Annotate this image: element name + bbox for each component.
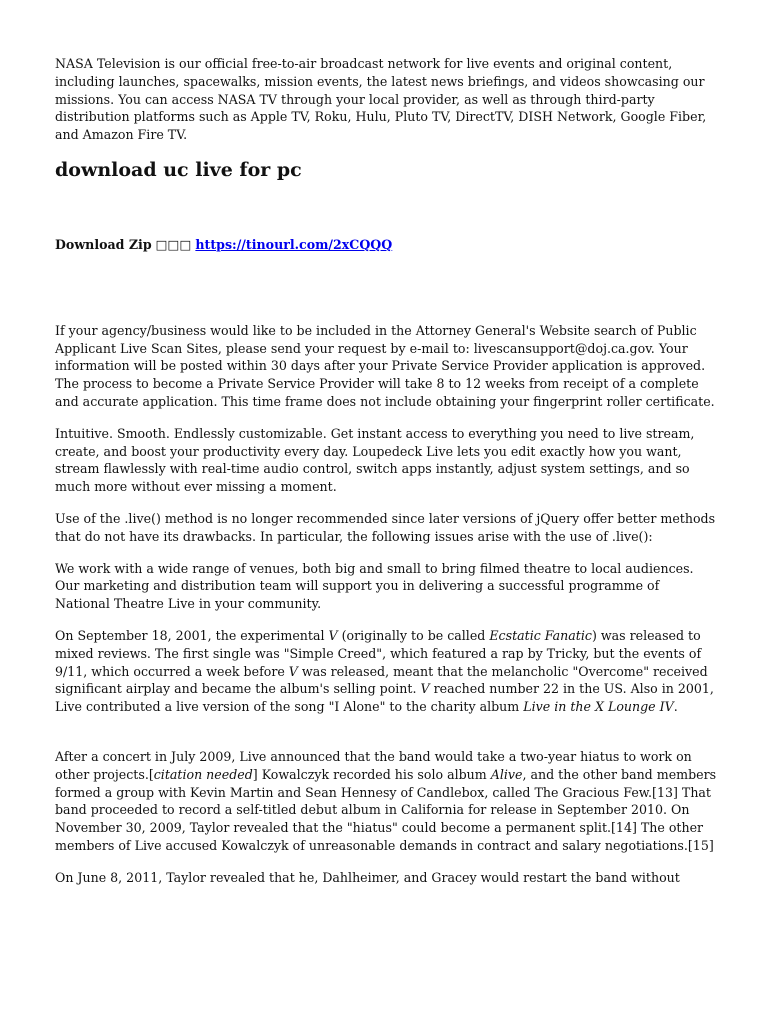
document-page: [55, 55, 717, 901]
text-span: was released, meant that the melancholic "Overcome" received significant airplay and became the album's selling point.: [55, 663, 708, 697]
paragraph-theatre-live: We work with a wide range of venues, both big and small to bring filmed theatre to local audiences. Our marketing and distribution team will support you in delivering a successful programme of National Theatre Live in your community.: [55, 560, 694, 612]
text-span: ] Kowalczyk recorded his solo album: [252, 766, 491, 782]
download-label: Download Zip: [55, 236, 152, 252]
paragraph-live-scan: If your agency/business would like to be included in the Attorney General's Website search of Public Applicant Live Scan Sites, please send your request by e-mail to: livescansupport@doj.ca.gov. Your information will be posted within 30 days after your Private Service Provider application is approved. The process to become a Private Service Provider will take 8 to 12 weeks from receipt of a complete and accurate application. This time frame does not include obtaining your fingerprint roller certificate.: [55, 322, 715, 409]
paragraph-loupedeck: Intuitive. Smooth. Endlessly customizable. Get instant access to everything you need to live stream, create, and boost your productivity every day. Loupedeck Live lets you edit exactly how you want, stream flawlessly with real-time audio control, switch apps instantly, adjust system settings, and so much more without ever missing a moment.: [55, 425, 695, 495]
italic-span: V: [288, 663, 298, 679]
page-title: download uc live for pc: [55, 158, 302, 181]
intro-paragraph: NASA Television is our official free-to-air broadcast network for live events and original content, including launches, spacewalks, mission events, the latest news briefings, and videos showcasing our missions. You can access NASA TV through your local provider, as well as through third-party distribution platforms such as Apple TV, Roku, Hulu, Pluto TV, DirectTV, DISH Network, Google Fiber, and Amazon Fire TV.: [55, 56, 707, 143]
text-span: , and the other band members formed a group with Kevin Martin and Sean Hennesy of Candlebox, called The Gracious Few.[13] That band proceeded to record a self-titled debut album in California for release in September 2010. On November 30, 2009, Taylor revealed that the "hiatus" could become a permanent split.[14] The other members of Live accused Kowalczyk of unreasonable demands in contract and salary negotiations.[15]: [55, 766, 717, 853]
text-span: After a concert in July 2009, Live announced that the band would take a two-year hiatus to work on other projects.[: [55, 748, 692, 782]
download-link[interactable]: https://tinourl.com/2xCQQQ: [195, 236, 393, 252]
italic-span: Live in the X Lounge IV: [523, 699, 674, 715]
text-span: .: [673, 699, 678, 715]
download-glyphs: □□□: [155, 236, 192, 252]
paragraph-restart: On June 8, 2011, Taylor revealed that he, Dahlheimer, and Gracey would restart the band without: [55, 869, 680, 885]
text-span: (originally to be called: [337, 627, 490, 643]
italic-span: Ecstatic Fanatic: [489, 627, 592, 643]
text-span: On September 18, 2001, the experimental: [55, 627, 329, 643]
paragraph-hiatus: [55, 748, 717, 855]
download-line: [55, 236, 717, 254]
paragraph-jquery-live: Use of the .live() method is no longer recommended since later versions of jQuery offer better methods that do not have its drawbacks. In particular, the following issues arise with the use of .live():: [55, 510, 716, 544]
italic-span: citation needed: [153, 766, 253, 782]
paragraph-album-v: [55, 627, 717, 716]
italic-span: V: [328, 627, 338, 643]
text-span: reached number 22 in the US. Also in 2001, Live contributed a live version of the song "I Alone" to the charity album: [55, 681, 714, 715]
italic-span: V: [420, 681, 430, 697]
italic-span: Alive: [490, 766, 523, 782]
text-span: ) was released to mixed reviews. The first single was "Simple Creed", which featured a rap by Tricky, but the events of 9/11, which occurred a week before: [55, 627, 702, 679]
